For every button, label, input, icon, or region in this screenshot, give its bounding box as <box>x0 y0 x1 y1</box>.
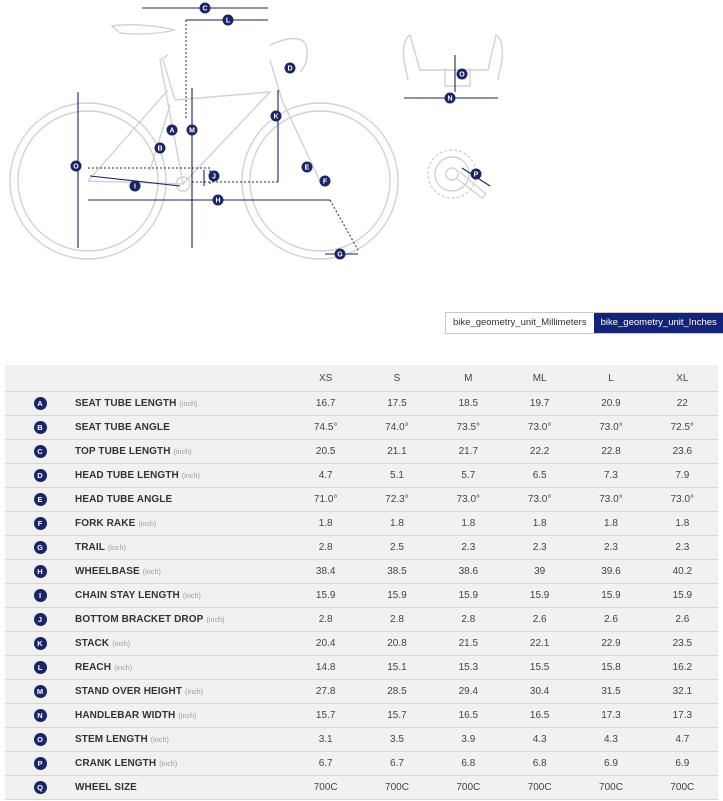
measurement-label: STAND OVER HEIGHT <box>75 686 183 697</box>
measurement-value: 16.5 <box>433 704 504 728</box>
measurement-value: 20.5 <box>290 440 361 464</box>
measurement-value: 15.5 <box>504 656 575 680</box>
geometry-table <box>5 365 718 800</box>
measurement-label: HEAD TUBE ANGLE <box>75 494 173 505</box>
inches-button[interactable]: bike_geometry_unit_Inches <box>594 313 723 333</box>
measurement-value: 2.3 <box>504 536 575 560</box>
table-row <box>5 776 718 800</box>
measurement-value: 72.3° <box>361 488 432 512</box>
measurement-value: 5.1 <box>361 464 432 488</box>
size-header: M <box>433 365 504 392</box>
unit-label: (inch) <box>185 689 204 696</box>
measurement-value: 6.8 <box>504 752 575 776</box>
measurement-value: 30.4 <box>504 680 575 704</box>
measurement-value: 73.0° <box>647 488 718 512</box>
measurement-value: 38.5 <box>361 560 432 584</box>
svg-text:K: K <box>273 113 279 121</box>
measurement-value: 700C <box>575 776 646 800</box>
table-row <box>5 392 718 416</box>
size-header: ML <box>504 365 575 392</box>
diagram-label-o-stem <box>457 69 468 80</box>
saddle <box>112 25 175 34</box>
table-row <box>5 560 718 584</box>
measurement-value: 15.8 <box>575 656 646 680</box>
diagram-label-e <box>302 162 313 173</box>
unit-label: (inch) <box>107 545 127 552</box>
measurement-value: 23.6 <box>647 440 718 464</box>
table-header-row <box>5 365 718 392</box>
measurement-value: 2.6 <box>504 608 575 632</box>
table-row <box>5 416 718 440</box>
measurement-value: 700C <box>361 776 432 800</box>
measurement-key-badge: P <box>34 757 47 770</box>
measurement-value: 4.3 <box>575 728 646 752</box>
measurement-label: CHAIN STAY LENGTH <box>75 590 180 601</box>
diagram-label-o-frame <box>71 161 82 172</box>
measurement-value: 15.9 <box>575 584 646 608</box>
svg-text:E: E <box>304 164 310 172</box>
measurement-value: 7.9 <box>647 464 718 488</box>
diagram-label-h <box>213 195 224 206</box>
measurement-value: 1.8 <box>290 512 361 536</box>
measurement-value: 2.5 <box>361 536 432 560</box>
svg-text:A: A <box>169 127 175 135</box>
unit-label: (inch) <box>178 713 197 720</box>
measurement-key-badge: I <box>34 589 47 602</box>
table-row <box>5 632 718 656</box>
measurement-value: 15.9 <box>433 584 504 608</box>
measurement-value: 20.8 <box>361 632 432 656</box>
measurement-value: 73.0° <box>504 488 575 512</box>
measurement-value: 23.5 <box>647 632 718 656</box>
measurement-value: 22.8 <box>575 440 646 464</box>
measurement-value: 15.9 <box>647 584 718 608</box>
measurement-value: 15.7 <box>361 704 432 728</box>
measurement-value: 15.9 <box>290 584 361 608</box>
measurement-value: 2.8 <box>361 608 432 632</box>
measurement-value: 7.3 <box>575 464 646 488</box>
measurement-value: 6.8 <box>433 752 504 776</box>
measurement-value: 2.8 <box>290 536 361 560</box>
measurement-value: 2.3 <box>575 536 646 560</box>
measurement-value: 40.2 <box>647 560 718 584</box>
measurement-value: 73.0° <box>433 488 504 512</box>
size-header: L <box>575 365 646 392</box>
measurement-value: 14.8 <box>290 656 361 680</box>
measurement-value: 39 <box>504 560 575 584</box>
measurement-value: 4.3 <box>504 728 575 752</box>
measurement-value: 4.7 <box>647 728 718 752</box>
measurement-label: TRAIL <box>75 542 105 553</box>
measurement-label: HANDLEBAR WIDTH <box>75 710 176 721</box>
measurement-key-badge: G <box>34 541 47 554</box>
measurement-value: 39.6 <box>575 560 646 584</box>
measurement-value: 6.9 <box>647 752 718 776</box>
measurement-value: 16.5 <box>504 704 575 728</box>
svg-text:I: I <box>134 183 136 191</box>
measurement-value: 3.5 <box>361 728 432 752</box>
measurement-value: 71.0° <box>290 488 361 512</box>
measurement-value: 22 <box>647 392 718 416</box>
measurement-key-badge: D <box>34 469 47 482</box>
measurement-label: CRANK LENGTH <box>75 758 157 769</box>
measurement-value: 15.7 <box>290 704 361 728</box>
measurement-value: 19.7 <box>504 392 575 416</box>
measurement-value: 2.3 <box>433 536 504 560</box>
measurement-value: 2.3 <box>647 536 718 560</box>
measurement-value: 6.9 <box>575 752 646 776</box>
measurement-value: 74.0° <box>361 416 432 440</box>
unit-label: (inch) <box>159 761 178 768</box>
measurement-key-badge: K <box>34 637 47 650</box>
measurement-value: 1.8 <box>504 512 575 536</box>
measurement-value: 17.3 <box>575 704 646 728</box>
unit-label: (inch) <box>138 521 157 528</box>
measurement-value: 20.9 <box>575 392 646 416</box>
unit-label: (inch) <box>182 593 201 600</box>
measurement-value: 18.5 <box>433 392 504 416</box>
measurement-value: 3.1 <box>290 728 361 752</box>
measurement-value: 15.9 <box>504 584 575 608</box>
table-row <box>5 488 718 512</box>
svg-text:D: D <box>287 65 293 73</box>
unit-label: (inch) <box>150 737 169 744</box>
unit-label: (inch) <box>142 569 161 576</box>
measurement-value: 2.8 <box>290 608 361 632</box>
diagram-label-p <box>471 169 482 180</box>
measurement-value: 16.2 <box>647 656 718 680</box>
measurement-value: 22.9 <box>575 632 646 656</box>
measurement-label: WHEELBASE <box>75 566 140 577</box>
measurement-value: 20.4 <box>290 632 361 656</box>
diagram-label-l <box>223 15 234 26</box>
measurement-key-badge: F <box>34 517 47 530</box>
measurement-label: WHEEL SIZE <box>75 782 137 793</box>
diagram-label-d <box>285 63 296 74</box>
svg-text:M: M <box>189 127 195 135</box>
measurement-label: REACH <box>75 662 112 673</box>
table-row <box>5 440 718 464</box>
svg-text:J: J <box>212 173 216 181</box>
measurement-key-badge: J <box>34 613 47 626</box>
unit-label: (inch) <box>206 617 225 624</box>
svg-text:L: L <box>225 17 231 25</box>
measurement-value: 700C <box>504 776 575 800</box>
table-row <box>5 536 718 560</box>
measurement-value: 21.7 <box>433 440 504 464</box>
table-row <box>5 728 718 752</box>
measurement-value: 700C <box>290 776 361 800</box>
diagram-label-c <box>200 3 211 14</box>
table-row <box>5 680 718 704</box>
measurement-label: FORK RAKE <box>75 518 136 529</box>
measurement-value: 1.8 <box>575 512 646 536</box>
svg-text:H: H <box>215 197 221 205</box>
svg-text:G: G <box>337 251 343 259</box>
measurement-label: HEAD TUBE LENGTH <box>75 470 179 481</box>
measurement-value: 1.8 <box>433 512 504 536</box>
diagram-label-n <box>445 93 456 104</box>
size-header: S <box>361 365 432 392</box>
handlebar-top-view <box>404 35 503 80</box>
unit-label: (inch) <box>179 401 198 408</box>
size-header: XS <box>290 365 361 392</box>
measurement-value: 74.5° <box>290 416 361 440</box>
measurement-value: 72.5° <box>647 416 718 440</box>
diagram-label-b <box>155 143 166 154</box>
measurement-key-badge: N <box>34 709 47 722</box>
measurement-key-badge: A <box>34 397 47 410</box>
measurement-value: 700C <box>433 776 504 800</box>
diagram-label-i <box>130 181 141 192</box>
measurement-value: 28.5 <box>361 680 432 704</box>
size-header: XL <box>647 365 718 392</box>
measurement-value: 32.1 <box>647 680 718 704</box>
measurement-key-badge: L <box>34 661 47 674</box>
measurement-label: STACK <box>75 638 110 649</box>
diagram-label-a <box>167 125 178 136</box>
table-row <box>5 656 718 680</box>
unit-label: (inch) <box>114 665 133 672</box>
table-row <box>5 464 718 488</box>
measurement-value: 6.5 <box>504 464 575 488</box>
table-row <box>5 704 718 728</box>
measurement-label: SEAT TUBE LENGTH <box>75 398 177 409</box>
measurement-value: 15.3 <box>433 656 504 680</box>
measurement-value: 73.5° <box>433 416 504 440</box>
bike-geometry-diagram <box>0 0 723 300</box>
measurement-label: TOP TUBE LENGTH <box>75 446 171 457</box>
measurement-key-badge: O <box>34 733 47 746</box>
measurement-key-badge: C <box>34 445 47 458</box>
measurement-key-badge: Q <box>34 781 47 794</box>
measurement-value: 31.5 <box>575 680 646 704</box>
unit-label: (inch) <box>181 473 200 480</box>
measurement-value: 17.3 <box>647 704 718 728</box>
measurement-value: 21.1 <box>361 440 432 464</box>
measurement-value: 3.9 <box>433 728 504 752</box>
diagram-label-m <box>187 125 198 136</box>
table-row <box>5 608 718 632</box>
unit-toggle <box>445 312 723 334</box>
svg-text:N: N <box>447 95 453 103</box>
diagram-label-g <box>335 249 346 260</box>
measurement-value: 5.7 <box>433 464 504 488</box>
measurement-value: 73.0° <box>575 416 646 440</box>
measurement-value: 2.6 <box>575 608 646 632</box>
measurement-value: 73.0° <box>504 416 575 440</box>
measurement-value: 22.1 <box>504 632 575 656</box>
measurement-value: 700C <box>647 776 718 800</box>
measurement-value: 1.8 <box>361 512 432 536</box>
measurement-key-badge: H <box>34 565 47 578</box>
measurement-value: 38.6 <box>433 560 504 584</box>
millimeters-button[interactable]: bike_geometry_unit_Millimeters <box>446 313 594 333</box>
diagram-label-k <box>271 111 282 122</box>
diagram-label-f <box>320 176 331 187</box>
svg-text:F: F <box>322 178 328 186</box>
unit-label: (inch) <box>112 641 131 648</box>
measurement-value: 73.0° <box>575 488 646 512</box>
measurement-value: 15.9 <box>361 584 432 608</box>
measurement-value: 17.5 <box>361 392 432 416</box>
svg-text:O: O <box>73 163 79 171</box>
measurement-value: 6.7 <box>361 752 432 776</box>
measurement-value: 15.1 <box>361 656 432 680</box>
table-row <box>5 752 718 776</box>
measurement-value: 27.8 <box>290 680 361 704</box>
measurement-value: 2.8 <box>433 608 504 632</box>
measurement-key-badge: B <box>34 421 47 434</box>
measurement-value: 29.4 <box>433 680 504 704</box>
table-row <box>5 584 718 608</box>
table-row <box>5 512 718 536</box>
measurement-value: 4.7 <box>290 464 361 488</box>
svg-text:P: P <box>473 171 479 179</box>
measurement-key-badge: E <box>34 493 47 506</box>
diagram-label-j <box>209 171 220 182</box>
unit-label: (inch) <box>173 449 192 456</box>
measurement-value: 16.7 <box>290 392 361 416</box>
measurement-value: 2.6 <box>647 608 718 632</box>
measurement-value: 1.8 <box>647 512 718 536</box>
measurement-value: 21.5 <box>433 632 504 656</box>
svg-text:O: O <box>459 71 465 79</box>
svg-text:B: B <box>157 145 163 153</box>
svg-text:C: C <box>202 5 208 13</box>
measurement-value: 22.2 <box>504 440 575 464</box>
measurement-value: 38.4 <box>290 560 361 584</box>
measurement-label: SEAT TUBE ANGLE <box>75 422 170 433</box>
measurement-value: 6.7 <box>290 752 361 776</box>
measurement-label: STEM LENGTH <box>75 734 148 745</box>
measurement-label: BOTTOM BRACKET DROP <box>75 614 204 625</box>
measurement-key-badge: M <box>34 685 47 698</box>
